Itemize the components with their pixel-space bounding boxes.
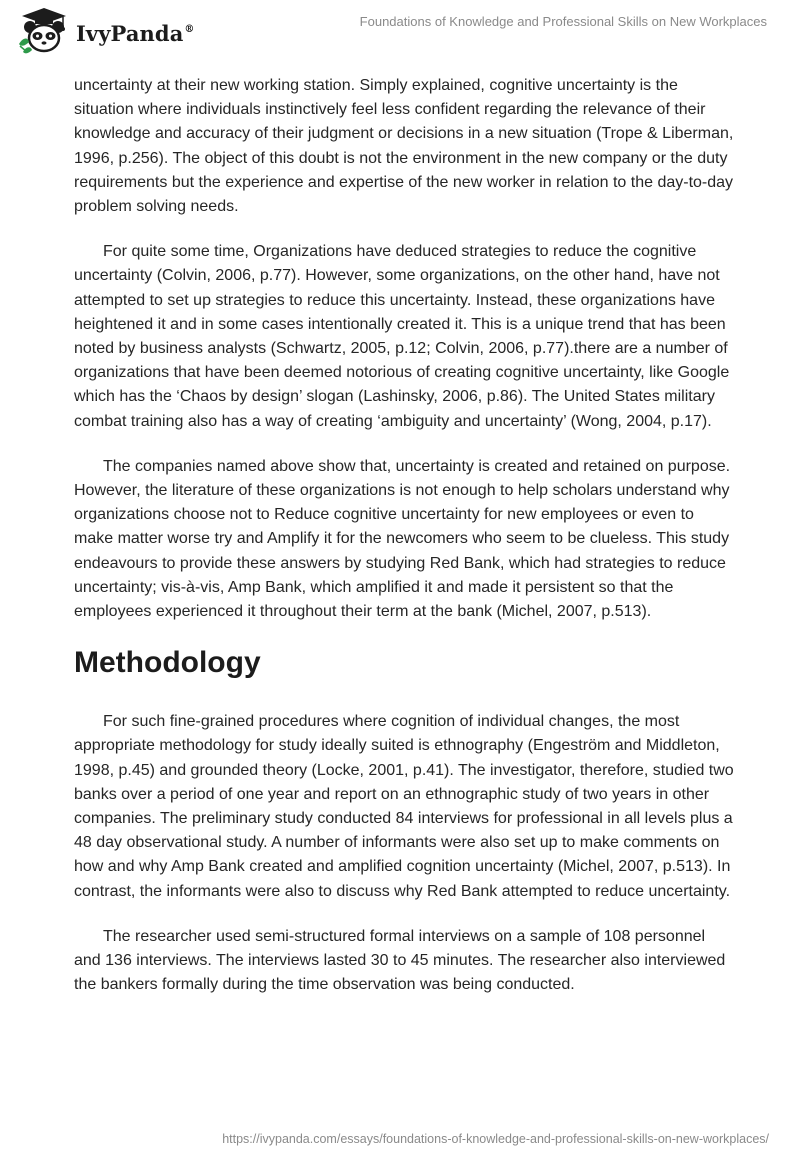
essay-content [74,74,734,1019]
registered-mark: ® [184,23,195,35]
section-heading-methodology: Methodology [74,646,261,680]
panda-graduate-icon [14,6,74,56]
source-url-link[interactable]: https://ivypanda.com/essays/foundations-of-knowledge-and-professional-skills-on-new-workplaces/ [222,1132,769,1146]
paragraph: For such fine-grained procedures where cognition of individual changes, the most appropriate methodology for study ideally suited is ethnography (Engeström and Middleton, 1998, p.45) and grounded theory (Locke, 2001, p.41). The investigator, therefore, studied two banks over a period of one year and report on an ethnographic study of two years in other companies. The preliminary study conducted 84 interviews for professional in all levels plus a 48 day observational study. A number of informants were also set up to make comments on how and why Amp Bank created and amplified cognition uncertainty (Michel, 2007, p.513). In contrast, the informants were also to discuss why Red Bank attempted to reduce uncertainty. [74,713,734,900]
document-title: Foundations of Knowledge and Professional Skills on New Workplaces [359,14,767,29]
page-header [0,0,800,64]
paragraph: For quite some time, Organizations have deduced strategies to reduce the cognitive uncertainty (Colvin, 2006, p.77). However, some organizations, on the other hand, have not attempted to set up strategies to reduce this uncertainty. Instead, these organizations have heightened it and in some cases intentionally created it. This is a unique trend that has been noted by business analysts (Schwartz, 2005, p.12; Colvin, 2006, p.77).there are a number of organizations that have been deemed notorious of creating cognitive uncertainty, like Google which has the ‘Chaos by design’ slogan (Lashinsky, 2006, p.86). The United States military combat training also has a way of creating ‘ambiguity and uncertainty’ (Wong, 2004, p.17). [74,243,730,430]
brand-name [76,21,195,46]
paragraph: The companies named above show that, uncertainty is created and retained on purpose. However, the literature of these organizations is not enough to help scholars understand why organizations choose not to Reduce cognitive uncertainty for new employees or even to make matter worse try and Amplify it for the newcomers who seem to be clueless. This study endeavours to provide these answers by studying Red Bank, which had strategies to reduce uncertainty; vis-à-vis, Amp Bank, which amplified it and made it persistent so that the employees experienced it throughout their term at the bank (Michel, 2007, p.513). [74,457,731,621]
brand-name-text: IvyPanda [76,20,184,46]
brand-logo-link[interactable] [14,6,195,56]
paragraph-continuation: uncertainty at their new working station. Simply explained, cognitive uncertainty is the situation where individuals instinctively feel less confident regarding the relevance of their knowledge and accuracy of their judgment or decisions in a new situation (Trope & Liberman, 1996, p.256). The object of this doubt is not the environment in the new company or the duty requirements but the experience and expertise of the new worker in relation to the day-to-day problem solving needs. [74,77,734,216]
paragraph: The researcher used semi-structured formal interviews on a sample of 108 personnel and 136 interviews. The interviews lasted 30 to 45 minutes. The researcher also interviewed the bankers formally during the time observation was being conducted. [74,927,726,994]
